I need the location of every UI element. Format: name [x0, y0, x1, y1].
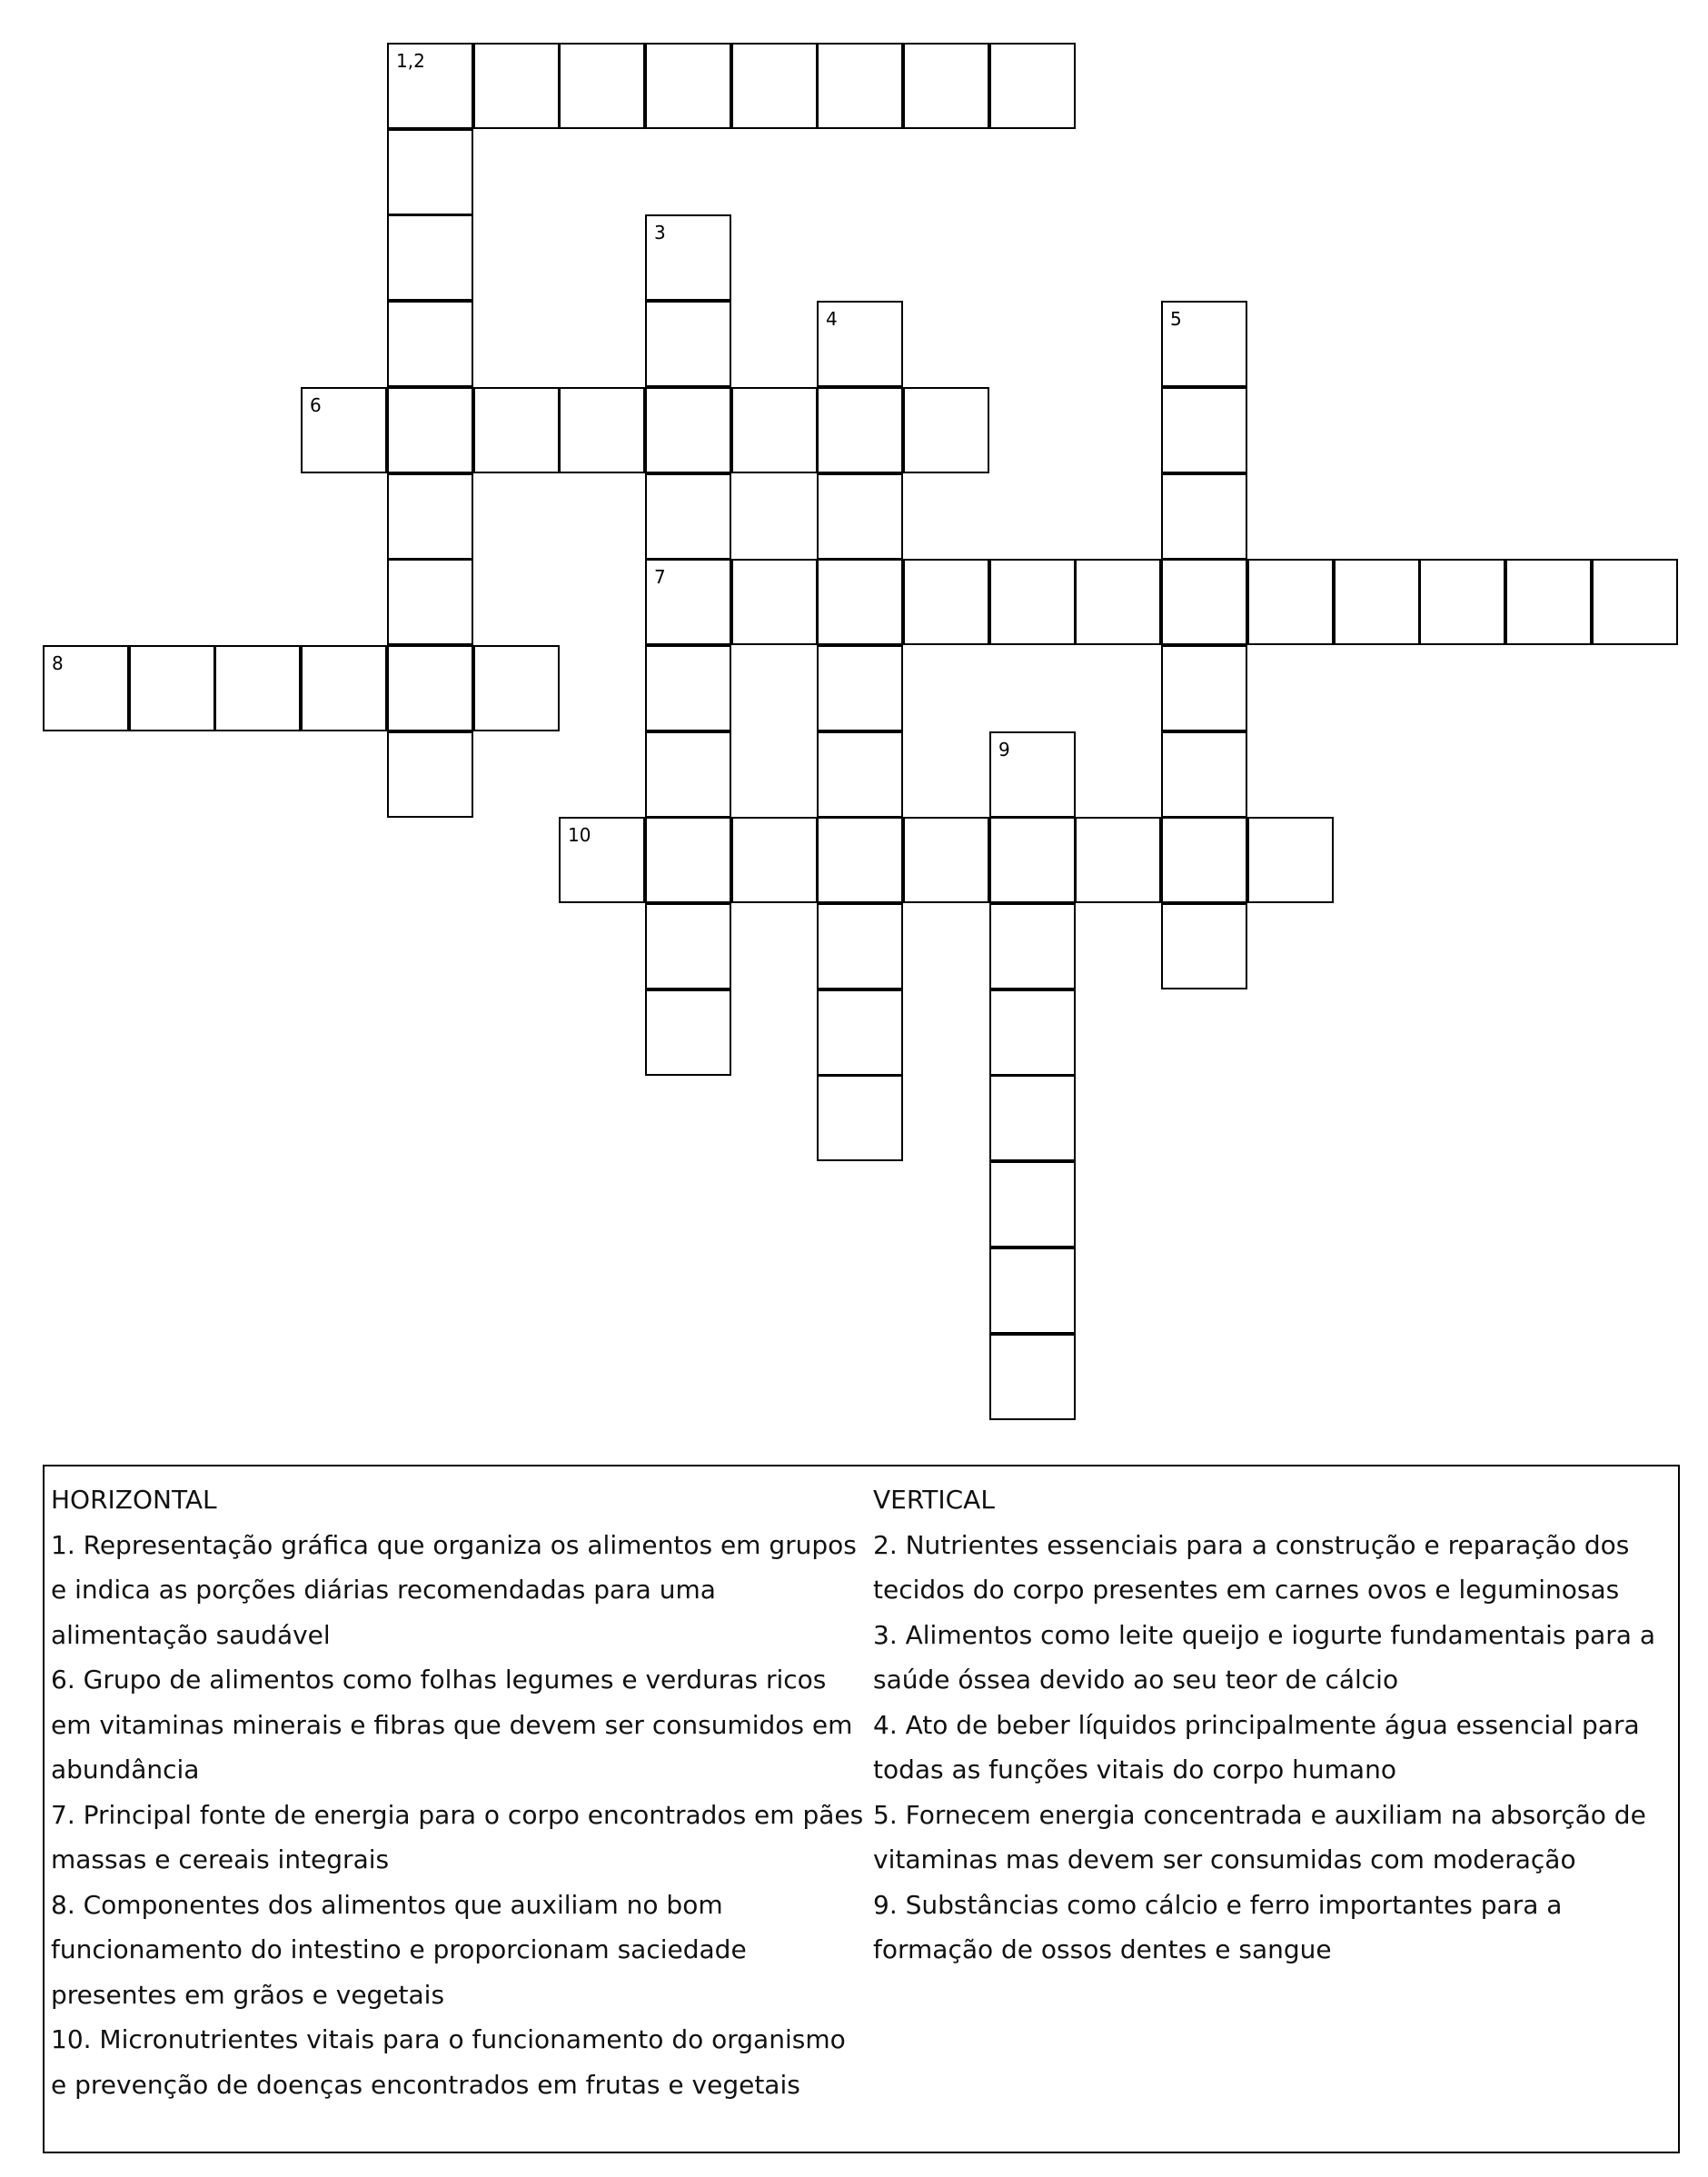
grid-cell[interactable] [387, 129, 473, 215]
grid-cell[interactable] [989, 43, 1076, 129]
grid-cell[interactable] [817, 301, 903, 387]
grid-cell[interactable] [645, 731, 731, 818]
grid-cell[interactable] [1419, 559, 1505, 645]
clue-across-8: 8. Componentes dos alimentos que auxiliam no bom funcionamento do intestino e proporcionam saciedade presentes em grãos e vegetais [51, 1889, 747, 2010]
grid-cell[interactable] [1161, 645, 1247, 731]
grid-cell[interactable] [731, 817, 818, 903]
grid-cell[interactable] [1161, 817, 1247, 903]
vertical-clues-column [873, 1477, 1673, 1973]
clue-across-1: 1. Representação gráfica que organiza os alimentos em grupos e indica as porções diárias recomendadas para uma alimentação saudável [51, 1529, 857, 1650]
grid-cell[interactable] [387, 473, 473, 560]
grid-cell[interactable] [1161, 473, 1247, 560]
grid-cell[interactable] [817, 559, 903, 645]
clue-number: 4 [826, 308, 838, 330]
grid-cell[interactable] [903, 817, 989, 903]
grid-cell[interactable] [645, 473, 731, 560]
grid-cell[interactable] [989, 1248, 1076, 1334]
grid-cell[interactable] [387, 387, 473, 473]
grid-cell[interactable] [387, 731, 473, 818]
grid-cell[interactable] [387, 43, 473, 129]
grid-cell[interactable] [387, 559, 473, 645]
clue-down-3: 3. Alimentos como leite queijo e iogurte fundamentais para a saúde óssea devido ao seu teor de cálcio [873, 1619, 1655, 1695]
horizontal-heading: HORIZONTAL [51, 1485, 217, 1515]
grid-cell[interactable] [1592, 559, 1678, 645]
grid-cell[interactable] [817, 903, 903, 989]
grid-cell[interactable] [1161, 903, 1247, 989]
grid-cell[interactable] [559, 817, 645, 903]
grid-cell[interactable] [989, 559, 1076, 645]
clue-number: 3 [654, 222, 666, 244]
grid-cell[interactable] [817, 645, 903, 731]
grid-cell[interactable] [387, 301, 473, 387]
clue-number: 7 [654, 566, 666, 588]
clue-down-9: 9. Substâncias como cálcio e ferro importantes para a formação de ossos dentes e sangue [873, 1889, 1563, 1964]
grid-cell[interactable] [817, 817, 903, 903]
grid-cell[interactable] [989, 903, 1076, 989]
clue-across-6: 6. Grupo de alimentos como folhas legumes e verduras ricos em vitaminas minerais e fibras que devem ser consumidos em abundância [51, 1665, 853, 1784]
grid-cell[interactable] [817, 387, 903, 473]
grid-cell[interactable] [559, 43, 645, 129]
grid-cell[interactable] [989, 1161, 1076, 1248]
grid-cell[interactable] [989, 817, 1076, 903]
grid-cell[interactable] [1505, 559, 1592, 645]
grid-cell[interactable] [817, 1075, 903, 1161]
clue-across-7: 7. Principal fonte de energia para o corpo encontrados em pães massas e cereais integrais [51, 1799, 864, 1874]
grid-cell[interactable] [645, 387, 731, 473]
grid-cell[interactable] [473, 645, 560, 731]
grid-cell[interactable] [645, 301, 731, 387]
grid-cell[interactable] [1075, 817, 1161, 903]
grid-cell[interactable] [903, 387, 989, 473]
clue-down-4: 4. Ato de beber líquidos principalmente água essencial para todas as funções vitais do corpo humano [873, 1709, 1640, 1784]
grid-cell[interactable] [731, 559, 818, 645]
grid-cell[interactable] [301, 387, 387, 473]
grid-cell[interactable] [559, 387, 645, 473]
grid-cell[interactable] [731, 387, 818, 473]
horizontal-clues-column [51, 1477, 867, 2107]
grid-cell[interactable] [473, 43, 560, 129]
clue-down-2: 2. Nutrientes essenciais para a construção e reparação dos tecidos do corpo presentes em carnes ovos e leguminosas [873, 1529, 1630, 1605]
clue-number: 9 [998, 739, 1010, 760]
clue-down-5: 5. Fornecem energia concentrada e auxiliam na absorção de vitaminas mas devem ser consumidas com moderação [873, 1799, 1646, 1874]
grid-cell[interactable] [645, 989, 731, 1076]
grid-cell[interactable] [473, 387, 560, 473]
grid-cell[interactable] [1161, 559, 1247, 645]
grid-cell[interactable] [43, 645, 129, 731]
grid-cell[interactable] [1247, 559, 1334, 645]
grid-cell[interactable] [387, 645, 473, 731]
clue-across-10: 10. Micronutrientes vitais para o funcionamento do organismo e prevenção de doenças encontrados em frutas e vegetais [51, 2024, 846, 2100]
grid-cell[interactable] [817, 731, 903, 818]
grid-cell[interactable] [1247, 817, 1334, 903]
grid-cell[interactable] [1075, 559, 1161, 645]
grid-cell[interactable] [817, 989, 903, 1076]
grid-cell[interactable] [645, 214, 731, 301]
grid-cell[interactable] [903, 559, 989, 645]
grid-cell[interactable] [645, 645, 731, 731]
clues-box [43, 1465, 1680, 2153]
grid-cell[interactable] [645, 43, 731, 129]
grid-cell[interactable] [817, 473, 903, 560]
grid-cell[interactable] [989, 731, 1076, 818]
grid-cell[interactable] [1161, 301, 1247, 387]
grid-cell[interactable] [903, 43, 989, 129]
clue-number: 10 [568, 824, 591, 846]
grid-cell[interactable] [645, 559, 731, 645]
grid-cell[interactable] [214, 645, 301, 731]
grid-cell[interactable] [1161, 731, 1247, 818]
clue-number: 5 [1170, 308, 1182, 330]
grid-cell[interactable] [387, 214, 473, 301]
grid-cell[interactable] [1334, 559, 1420, 645]
clue-number: 1,2 [396, 50, 425, 72]
grid-cell[interactable] [731, 43, 818, 129]
grid-cell[interactable] [989, 1334, 1076, 1420]
grid-cell[interactable] [1161, 387, 1247, 473]
clue-number: 8 [52, 652, 64, 674]
grid-cell[interactable] [989, 989, 1076, 1076]
clue-number: 6 [310, 394, 322, 416]
grid-cell[interactable] [301, 645, 387, 731]
grid-cell[interactable] [129, 645, 215, 731]
grid-cell[interactable] [989, 1075, 1076, 1161]
grid-cell[interactable] [645, 817, 731, 903]
grid-cell[interactable] [645, 903, 731, 989]
grid-cell[interactable] [817, 43, 903, 129]
vertical-heading: VERTICAL [873, 1485, 995, 1515]
